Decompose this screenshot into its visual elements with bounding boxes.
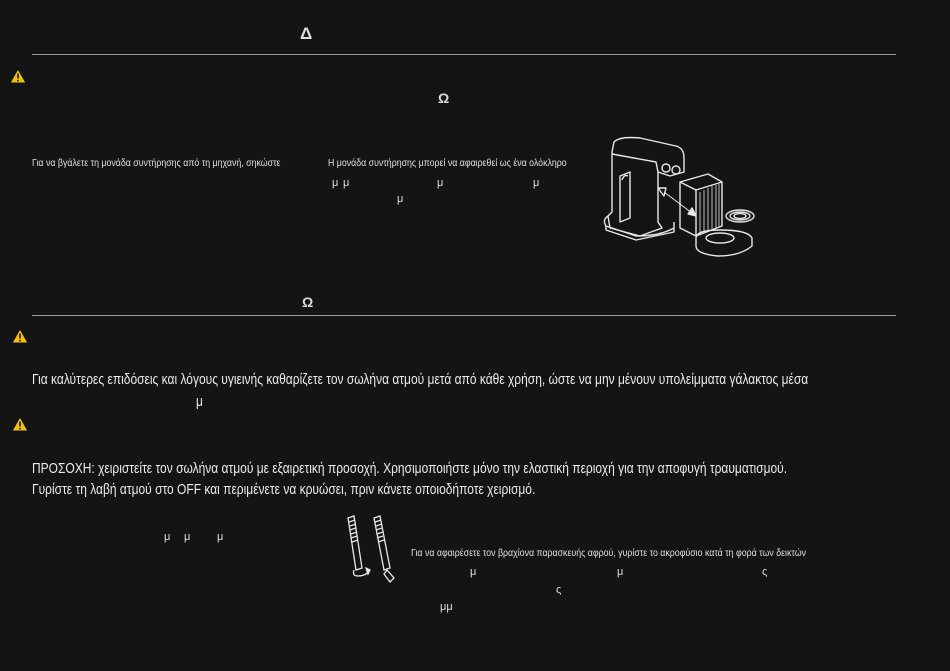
caption-fragment: μ xyxy=(332,177,339,189)
text-fragment: μ xyxy=(164,531,171,543)
caption-fragment: μ xyxy=(397,193,404,205)
caption-fragment: μ xyxy=(533,177,540,189)
section-1-subheading: Ω xyxy=(438,90,450,106)
caption-fragment: μ xyxy=(343,177,350,189)
text-fragment: μ xyxy=(184,531,191,543)
wand-caption-fragment: ς xyxy=(556,584,562,596)
wand-caption-fragment: μμ xyxy=(440,601,453,613)
warning-triangle-icon xyxy=(9,68,27,84)
machine-illustration xyxy=(600,132,760,262)
hygiene-instruction: Για καλύτερες επιδόσεις και λόγους υγιεινής καθαρίζετε τον σωλήνα ατμού μετά από κάθε χρήση, ώστε να μην μένουν υπολείμματα γάλακτος μέσα xyxy=(32,371,809,388)
remove-unit-caption: Για να βγάλετε τη μονάδα συντήρησης από τη μηχανή, σηκώστε xyxy=(32,158,281,169)
wand-removal-caption: Για να αφαιρέσετε τον βραχίονα παρασκευής αφρού, γυρίστε το ακροφύσιο κατά τη φορά των δεικτών xyxy=(411,548,807,559)
warning-triangle-icon xyxy=(11,328,29,344)
caution-line-2: Γυρίστε τη λαβή ατμού στο OFF και περιμένετε να κρυώσει, πριν κάνετε οποιοδήποτε χειρισμό. xyxy=(32,481,536,498)
wand-caption-fragment: μ xyxy=(470,566,477,578)
section-1-divider xyxy=(32,54,896,55)
section-2-divider xyxy=(32,315,896,316)
caution-line-1: ΠΡΟΣΟΧΗ: χειριστείτε τον σωλήνα ατμού με εξαιρετική προσοχή. Χρησιμοποιήστε μόνο την ελαστική περιοχή για την αποφυγή τραυματισμού. xyxy=(32,460,788,477)
hygiene-instruction-continuation: μ xyxy=(196,393,203,410)
text-fragment: μ xyxy=(217,531,224,543)
unit-removal-caption: Η μονάδα συντήρησης μπορεί να αφαιρεθεί ως ένα ολόκληρο xyxy=(328,158,567,169)
wand-caption-fragment: μ xyxy=(617,566,624,578)
warning-triangle-icon xyxy=(11,416,29,432)
steam-wand-illustration xyxy=(340,512,408,584)
section-1-heading: Δ xyxy=(300,24,313,43)
caption-fragment: μ xyxy=(437,177,444,189)
wand-caption-fragment: ς xyxy=(762,566,768,578)
section-2-heading: Ω xyxy=(302,294,314,310)
